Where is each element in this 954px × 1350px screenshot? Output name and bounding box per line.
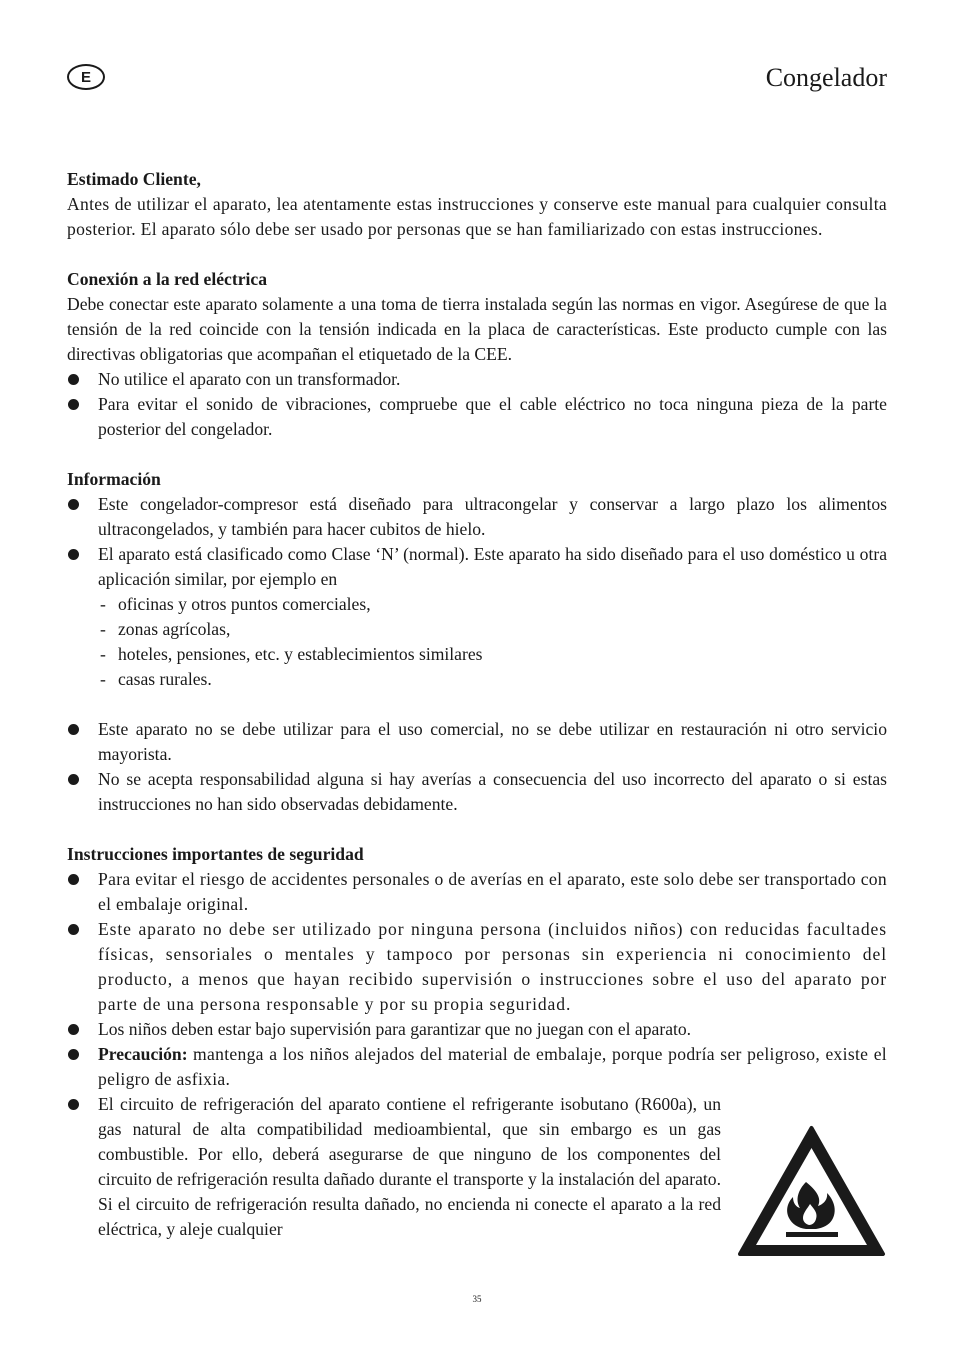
dash-item-text: zonas agrícolas, (118, 619, 231, 639)
flammable-warning-icon (736, 1124, 887, 1258)
connection-bullet-list (67, 367, 887, 442)
list-item-text: Este aparato no debe ser utilizado por ninguna persona (incluidos niños) con reducidas facultades físicas, sensoriales o mentales y tampoco por personas sin experiencia ni conocimiento del producto, a menos que hayan recibido supervisión o instrucciones sobre el uso del aparato por parte de una persona responsable y por su propia seguridad. (98, 919, 887, 1014)
list-item-text: No se acepta responsabilidad alguna si hay averías a consecuencia del uso incorrecto del aparato o si estas instrucciones no han sido observadas debidamente. (98, 769, 887, 814)
section-title-safety: Instrucciones importantes de seguridad (67, 844, 364, 864)
list-item-text: Este aparato no se debe utilizar para el uso comercial, no se debe utilizar en restauración ni otro servicio mayorista. (98, 719, 887, 764)
list-item-text: Para evitar el riesgo de accidentes personales o de averías en el aparato, este solo debe ser transportado con el embalaje original. (98, 869, 887, 914)
dash-item-text: casas rurales. (118, 669, 212, 689)
language-badge: E (67, 64, 105, 90)
intro-paragraph: Antes de utilizar el aparato, lea atentamente estas instrucciones y conserve este manual para cualquier consulta posterior. El aparato sólo debe ser usado por personas que se han familiarizado con estas instrucciones. (67, 194, 887, 239)
section-title-information: Información (67, 469, 161, 489)
list-item-text: Para evitar el sonido de vibraciones, compruebe que el cable eléctrico no toca ninguna pieza de la parte posterior del congelador. (98, 394, 887, 439)
bullet-icon (68, 499, 79, 510)
connection-paragraph: Debe conectar este aparato solamente a una toma de tierra instalada según las normas en vigor. Asegúrese de que la tensión de la red coincide con la tensión indicada en la placa de características. Este producto cumple con las directivas obligatorias que acompañan el etiquetado de la CEE. (67, 294, 887, 364)
bullet-icon (68, 399, 79, 410)
information-bullet-list-2 (67, 717, 887, 817)
dash-icon: - (100, 594, 106, 614)
dash-item (98, 617, 887, 642)
spacer (67, 242, 887, 267)
information-bullet-list (67, 492, 887, 692)
dash-item (98, 592, 887, 617)
bullet-icon (68, 374, 79, 385)
dash-icon: - (100, 669, 106, 689)
bullet-icon (68, 724, 79, 735)
bullet-icon (68, 924, 79, 935)
bullet-icon (68, 1099, 79, 1110)
dash-item (98, 642, 887, 667)
spacer (67, 692, 887, 717)
bullet-icon (68, 874, 79, 885)
usage-examples-list (98, 592, 887, 692)
page-number: 35 (472, 1294, 482, 1304)
caution-label: Precaución: (98, 1044, 188, 1064)
dash-icon: - (100, 619, 106, 639)
list-item (67, 917, 887, 1017)
bullet-icon (68, 774, 79, 785)
list-item (67, 717, 887, 767)
spacer (67, 442, 887, 467)
dash-item-text: oficinas y otros puntos comerciales, (118, 594, 371, 614)
list-item-text: No utilice el aparato con un transformador. (98, 369, 401, 389)
document-body (67, 167, 887, 1242)
bullet-icon (68, 1024, 79, 1035)
greeting: Estimado Cliente, (67, 169, 201, 189)
bullet-icon (68, 549, 79, 560)
dash-item-text: hoteles, pensiones, etc. y establecimientos similares (118, 644, 483, 664)
list-item-text: Los niños deben estar bajo supervisión para garantizar que no juegan con el aparato. (98, 1019, 692, 1039)
list-item (67, 542, 887, 692)
list-item (67, 767, 887, 817)
list-item-text: mantenga a los niños alejados del material de embalaje, porque podría ser peligroso, existe el peligro de asfixia. (98, 1044, 887, 1089)
list-item-text: El circuito de refrigeración del aparato contiene el refrigerante isobutano (R600a), un gas natural de alta compatibilidad medioambiental, que sin embargo es un gas combustible. Por ello, deberá asegurarse de que ninguno de los componentes del circuito de refrigeración resulta dañado durante el transporte y la instalación del aparato. Si el circuito de refrigeración resulta dañado, no encienda ni conecte el aparato a la red eléctrica, y aleje cualquier (98, 1094, 721, 1239)
dash-item (98, 667, 887, 692)
page-title: Congelador (765, 63, 887, 92)
list-item (67, 367, 887, 392)
section-title-connection: Conexión a la red eléctrica (67, 269, 267, 289)
list-item (67, 492, 887, 542)
list-item (67, 867, 887, 917)
list-item-text: Este congelador-compresor está diseñado para ultracongelar y conservar a largo plazo los alimentos ultracongelados, y también para hacer cubitos de hielo. (98, 494, 887, 539)
list-item (67, 1042, 887, 1092)
list-item (67, 1017, 887, 1042)
spacer (67, 817, 887, 842)
list-item (67, 392, 887, 442)
bullet-icon (68, 1049, 79, 1060)
dash-icon: - (100, 644, 106, 664)
list-item-text: El aparato está clasificado como Clase ‘N’ (normal). Este aparato ha sido diseñado para el uso doméstico u otra aplicación similar, por ejemplo en (98, 544, 887, 589)
